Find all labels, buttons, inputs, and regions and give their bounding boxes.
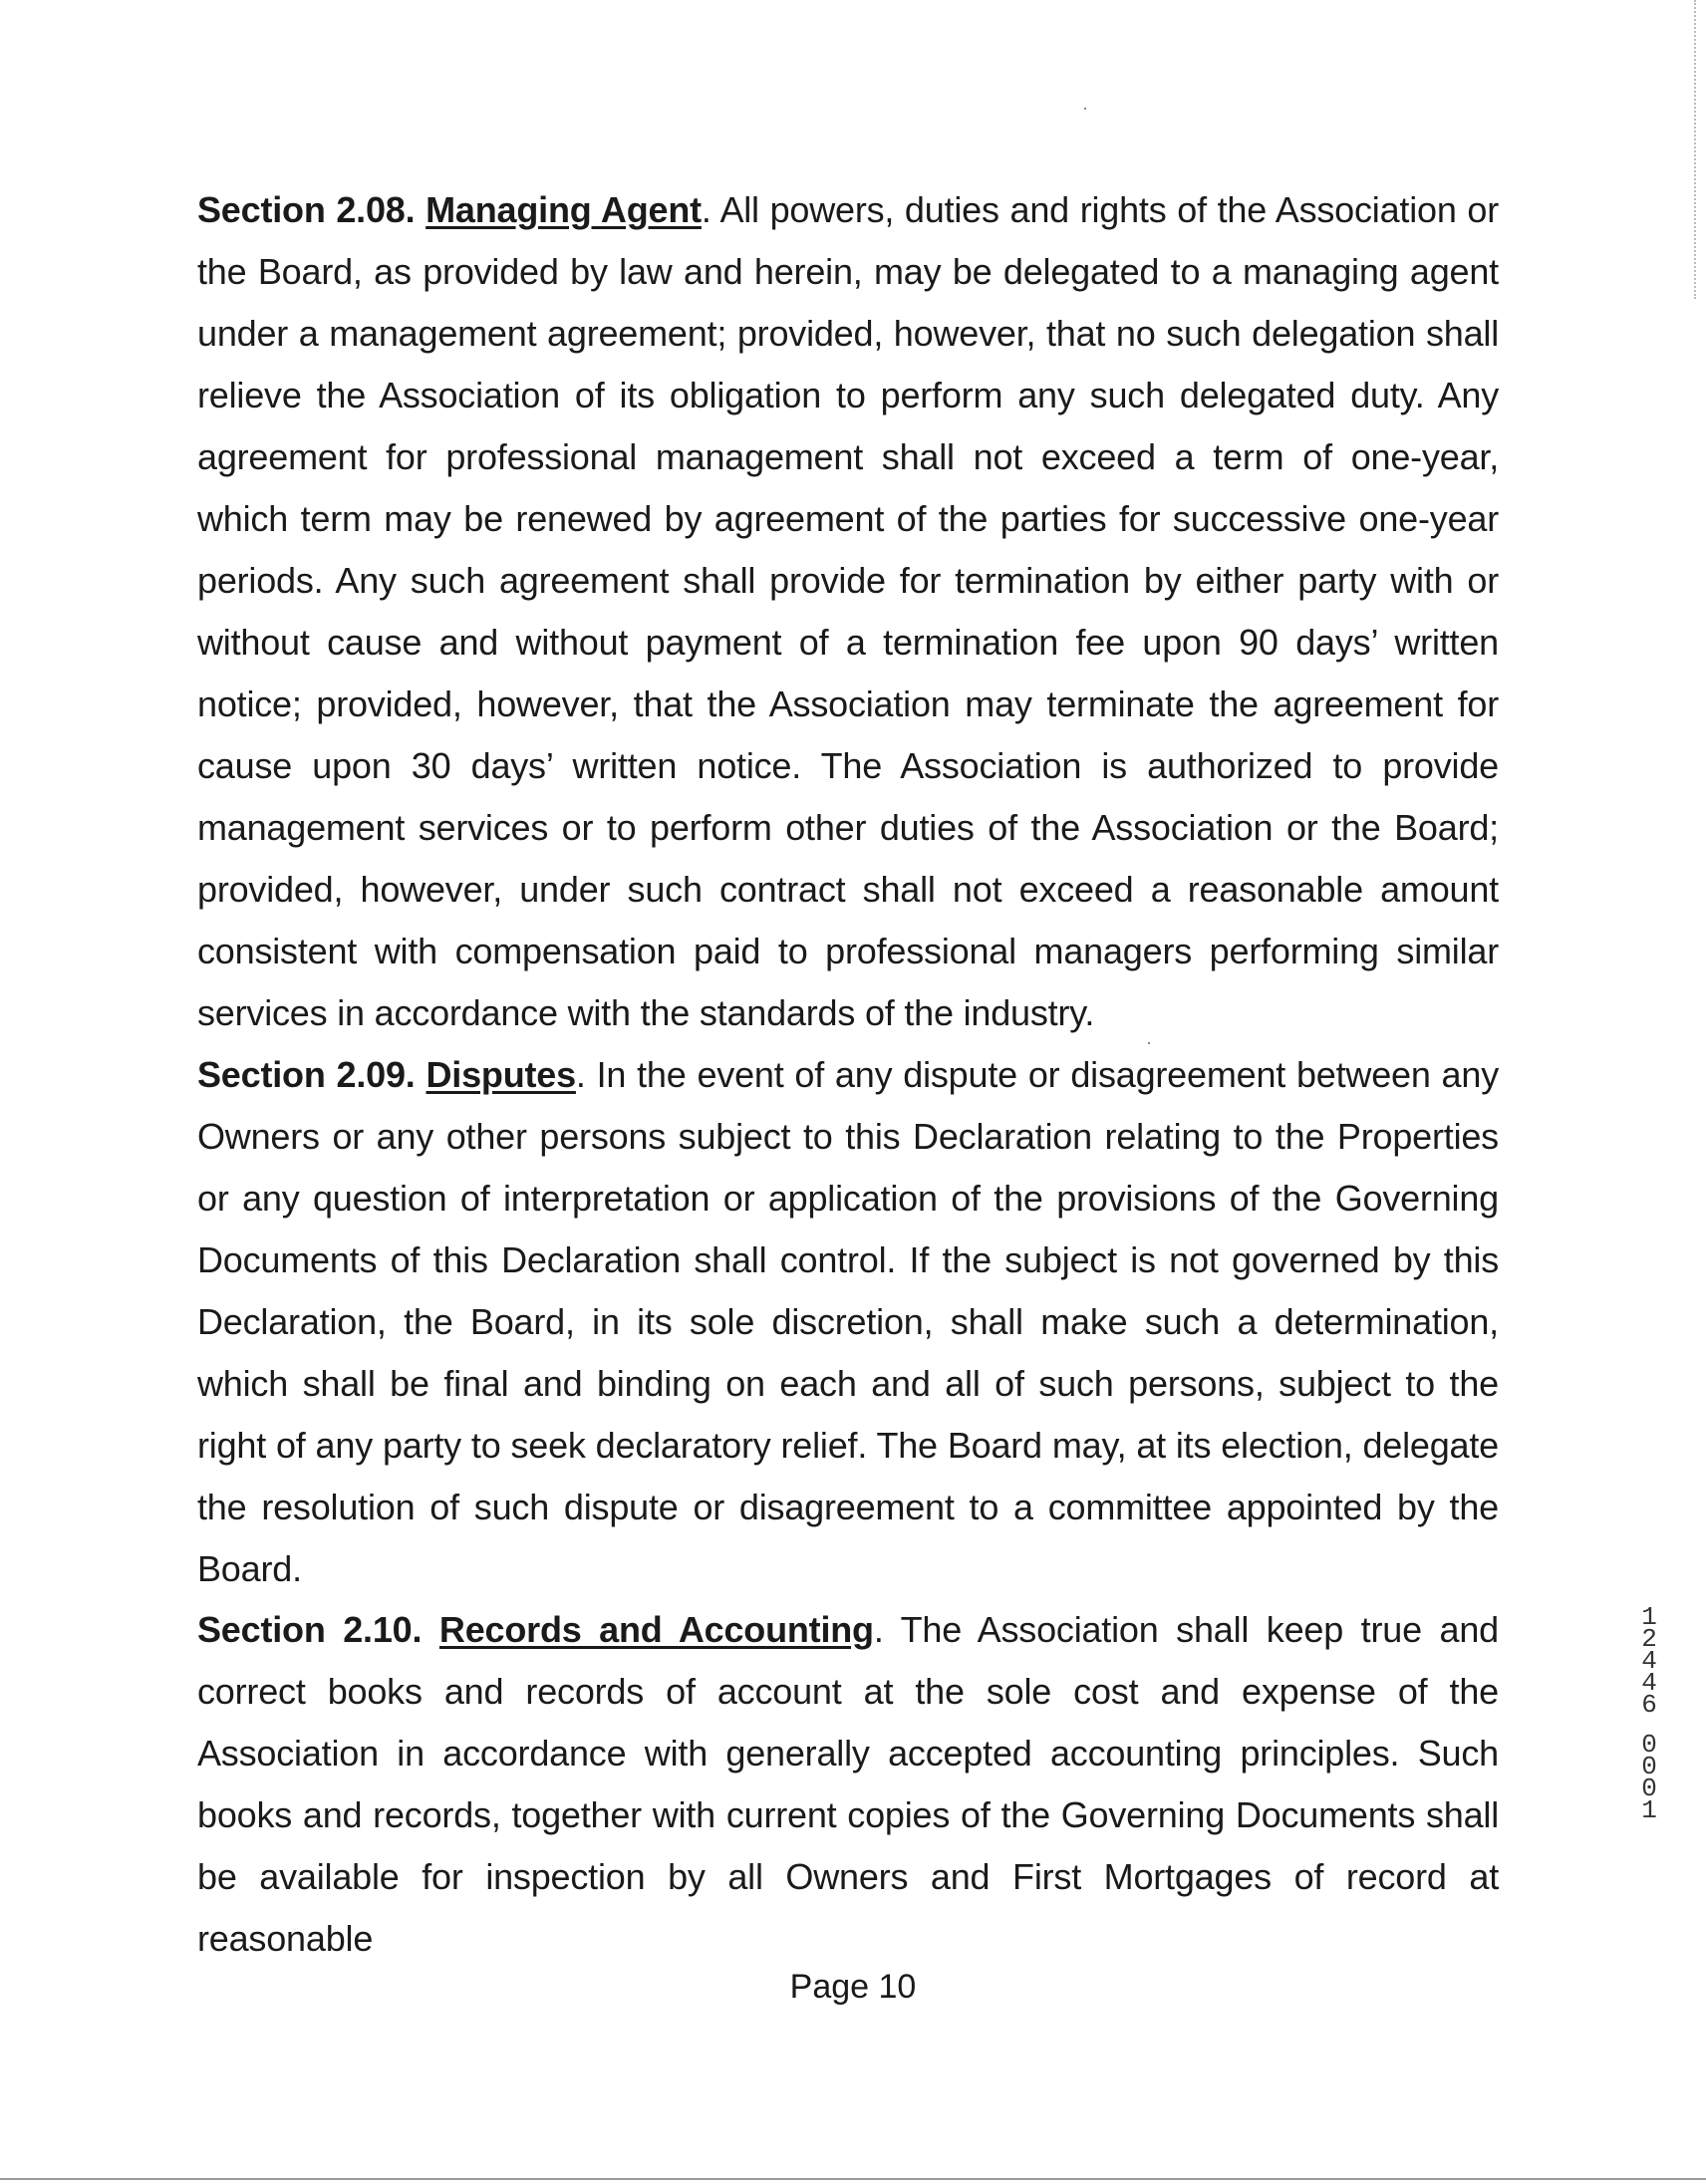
section-title: Records and Accounting: [438, 1609, 874, 1650]
stamp-digit: 0: [1641, 1730, 1657, 1760]
document-stamp-number: [1636, 1602, 1662, 1825]
section-number: Section 2.09.: [197, 1054, 416, 1095]
section-body: . In the event of any dispute or disagreement between any Owners or any other persons subject to this Declaration relating to the Properties or any question of interpretation or application of the provisions of the Governing Documents of this Declaration shall control. If the subject is not governed by this Declaration, the Board, in its sole discretion, shall make such a determination, which shall be final and binding on each and all of such persons, subject to the right of any party to seek declaratory relief. The Board may, at its election, delegate the resolution of such dispute or disagreement to a committee appointed by the Board.: [197, 1054, 1499, 1589]
stamp-digit: 4: [1641, 1668, 1657, 1698]
section-body: . The Association shall keep true and correct books and records of account at the sole cost and expense of the Association in accordance with generally accepted accounting principles. Such books and records, together with current copies of the Governing Documents shall be available for inspection by all Owners and First Mortgages of record at reasonable: [197, 1609, 1499, 1959]
section-title: Disputes: [426, 1054, 576, 1095]
stamp-digit: 2: [1641, 1624, 1657, 1654]
stamp-digit: 0: [1641, 1752, 1657, 1781]
section-paragraph: [197, 1599, 1499, 1970]
section-title: Managing Agent: [426, 189, 702, 230]
scan-speck: [1084, 108, 1086, 110]
section-number: Section 2.08.: [197, 189, 416, 230]
stamp-digit: 4: [1641, 1646, 1657, 1676]
stamp-digit: 6: [1641, 1690, 1657, 1720]
scan-edge-line: [1694, 0, 1698, 299]
section-2-08: [197, 179, 1499, 1044]
stamp-digits-second: [1636, 1730, 1662, 1825]
section-paragraph: [197, 179, 1499, 1044]
stamp-digit: 0: [1641, 1774, 1657, 1803]
stamp-digit: 1: [1641, 1602, 1657, 1632]
stamp-digit: 1: [1641, 1795, 1657, 1825]
section-paragraph: [197, 1044, 1499, 1600]
section-number: Section 2.10.: [197, 1609, 423, 1650]
stamp-digits-first: [1636, 1602, 1662, 1720]
scan-bottom-edge: [0, 2178, 1706, 2180]
section-2-10: [197, 1599, 1499, 1970]
section-body: . All powers, duties and rights of the Association or the Board, as provided by law and herein, may be delegated to a managing agent under a management agreement; provided, however, that no such delegation shall relieve the Association of its obligation to perform any such delegated duty. Any agreement for professional management shall not exceed a term of one-year, which term may be renewed by agreement of the parties for successive one-year periods. Any such agreement shall provide for termination by either party with or without cause and without payment of a termination fee upon 90 days’ written notice; provided, however, that the Association may terminate the agreement for cause upon 30 days’ written notice. The Association is authorized to provide management services or to perform other duties of the Association or the Board; provided, however, under such contract shall not exceed a reasonable amount consistent with compensation paid to professional managers performing similar services in accordance with the standards of the industry.: [197, 189, 1499, 1033]
section-2-09: [197, 1044, 1499, 1600]
page-number: Page 10: [789, 1968, 917, 2006]
